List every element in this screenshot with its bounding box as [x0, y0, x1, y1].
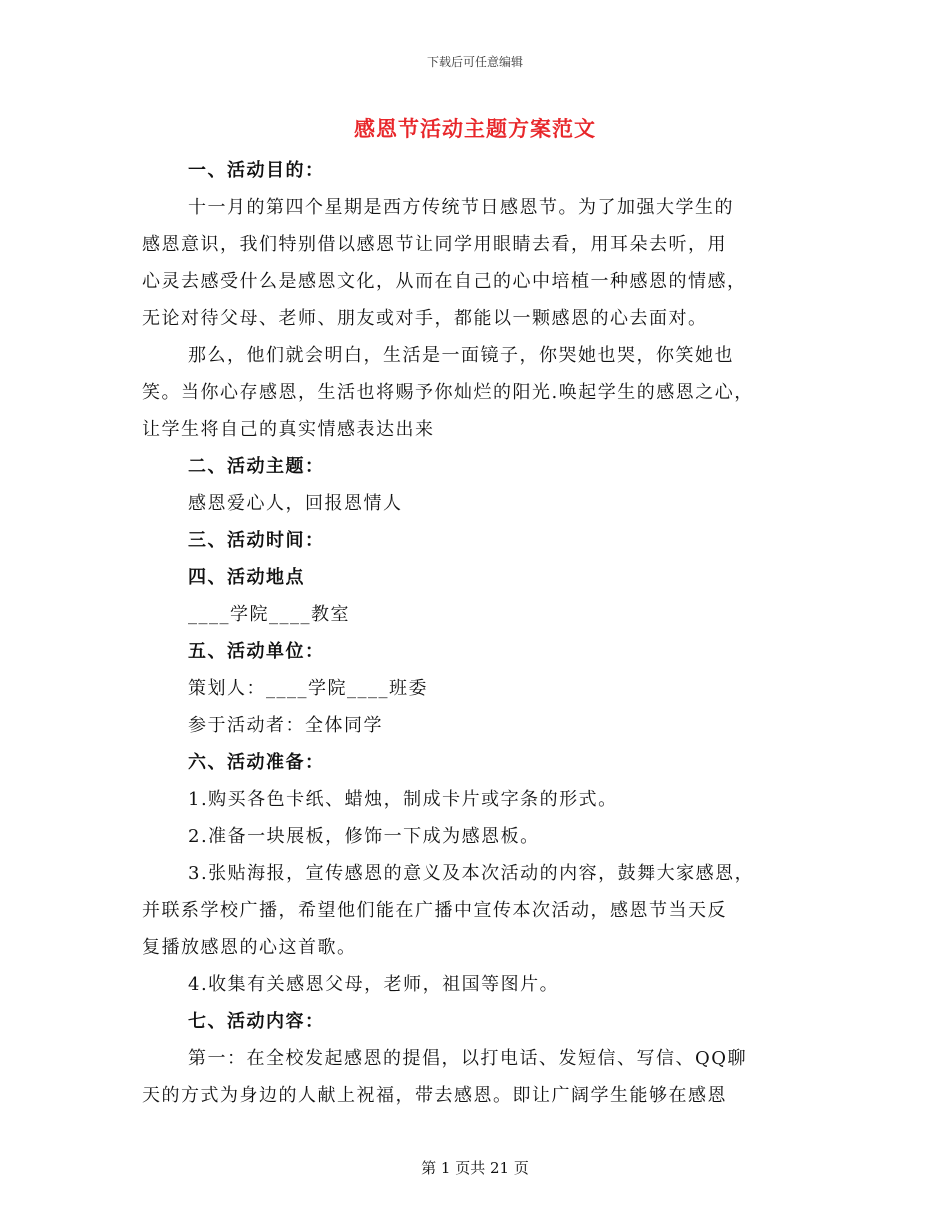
prep-item-1: 1.购买各色卡纸、蜡烛，制成卡片或字条的形式。 — [188, 789, 618, 810]
paragraph-line: 心灵去感受什么是感恩文化，从而在自己的心中培植一种感恩的情感， — [142, 271, 747, 292]
prep-item-2: 2.准备一块展板，修饰一下成为感恩板。 — [188, 826, 540, 847]
location-text: ____学院____教室 — [188, 604, 350, 625]
paragraph-line: 天的方式为身边的人献上祝福，带去感恩。即让广阔学生能够在感恩 — [142, 1085, 727, 1106]
paragraph-line: 复播放感恩的心这首歌。 — [142, 937, 357, 958]
prep-item-3: 3.张贴海报，宣传感恩的意义及本次活动的内容，鼓舞大家感恩， — [188, 863, 755, 884]
paragraph-line: 笑。当你心存感恩，生活也将赐予你灿烂的阳光.唤起学生的感恩之心， — [142, 382, 754, 403]
document-body — [142, 152, 822, 1114]
section-heading-4: 四、活动地点 — [188, 567, 305, 588]
section-heading-3: 三、活动时间： — [188, 530, 325, 551]
document-title: 感恩节活动主题方案范文 — [354, 116, 596, 141]
prep-item-4: 4.收集有关感恩父母，老师，祖国等图片。 — [188, 974, 560, 995]
section-heading-1: 一、活动目的： — [188, 160, 325, 181]
paragraph-line: 并联系学校广播，希望他们能在广播中宣传本次活动，感恩节当天反 — [142, 900, 727, 921]
paragraph-line: 无论对待父母、老师、朋友或对手，都能以一颗感恩的心去面对。 — [142, 308, 708, 329]
section-heading-2: 二、活动主题： — [188, 456, 325, 477]
paragraph-line: 让学生将自己的真实情感表达出来 — [142, 419, 435, 440]
paragraph-line: 第一：在全校发起感恩的提倡，以打电话、发短信、写信、QQ聊 — [188, 1048, 748, 1069]
header-note: 下载后可任意编辑 — [426, 55, 523, 69]
section-heading-7: 七、活动内容： — [188, 1011, 325, 1032]
paragraph-line: 感恩意识，我们特别借以感恩节让同学用眼睛去看，用耳朵去听，用 — [142, 234, 727, 255]
paragraph-line: 那么，他们就会明白，生活是一面镜子，你哭她也哭，你笑她也 — [188, 345, 734, 366]
participants-text: 参于活动者：全体同学 — [188, 715, 383, 736]
planner-text: 策划人：____学院____班委 — [188, 678, 428, 699]
theme-text: 感恩爱心人，回报恩情人 — [188, 493, 403, 514]
page-footer: 第 1 页共 21 页 — [421, 1159, 529, 1177]
paragraph-line: 十一月的第四个星期是西方传统节日感恩节。为了加强大学生的 — [188, 197, 734, 218]
section-heading-5: 五、活动单位： — [188, 641, 325, 662]
section-heading-6: 六、活动准备： — [188, 752, 325, 773]
